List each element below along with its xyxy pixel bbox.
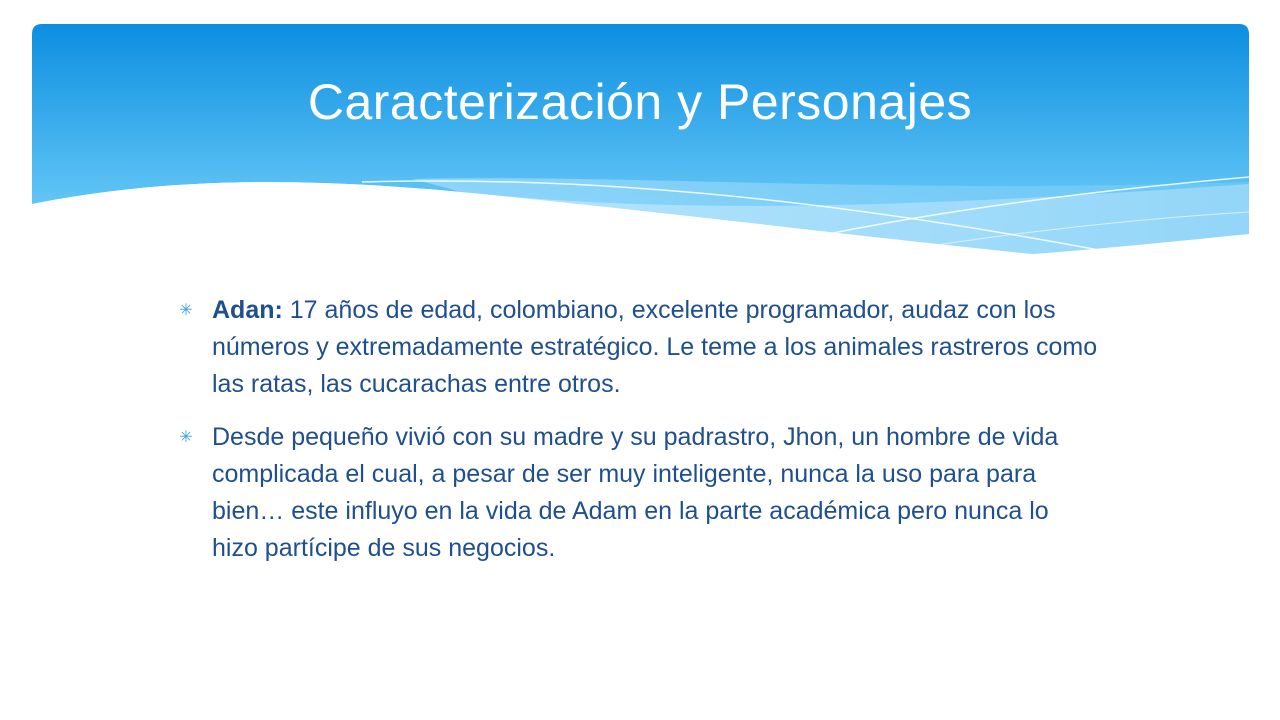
bullet-item (178, 419, 1098, 567)
bullet-item (178, 292, 1098, 403)
bullet-list (178, 292, 1098, 583)
header-banner (32, 24, 1249, 274)
bullet-text: 17 años de edad, colombiano, excelente programador, audaz con los números y extremadamente estratégico. Le teme a los animales rastreros como las ratas, las cucarachas entre otros. (212, 296, 1098, 398)
asterisk-icon: ✳ (179, 302, 193, 319)
slide-title: Caracterización y Personajes (307, 74, 973, 130)
bullet-label: Adan: (212, 296, 283, 324)
asterisk-icon: ✳ (179, 429, 193, 446)
bullet-text: Desde pequeño vivió con su madre y su padrastro, Jhon, un hombre de vida complicada el cual, a pesar de ser muy inteligente, nunca la uso para para bien… este influyo en la vida de Adam en la parte académica pero nunca lo hizo partícipe de sus negocios. (212, 423, 1059, 562)
wave-background (32, 24, 1249, 274)
